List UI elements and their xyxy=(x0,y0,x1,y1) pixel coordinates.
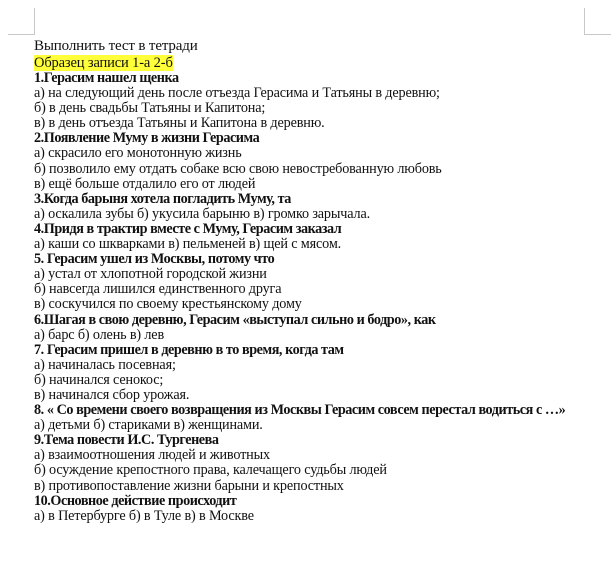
answer-option: б) осуждение крепостного права, калечащего судьбы людей xyxy=(34,462,387,479)
question-block xyxy=(34,343,608,403)
document-title: Выполнить тест в тетради xyxy=(34,38,198,54)
answer-option: в) противопоставление жизни барыни и крепостных xyxy=(34,477,344,494)
answer-option: а) барс б) олень в) лев xyxy=(34,326,165,343)
question-block xyxy=(34,131,608,191)
question-block xyxy=(34,313,608,343)
answer-option: в) соскучился по своему крестьянскому дому xyxy=(34,296,302,313)
question-block xyxy=(34,403,608,433)
question-block xyxy=(34,252,608,312)
question-text: 4.Придя в трактир вместе с Муму, Герасим заказал xyxy=(34,220,342,237)
answer-option: в) в день отъезда Татьяны и Капитона в деревню. xyxy=(34,115,325,132)
sample-answer-format xyxy=(34,55,608,71)
question-list xyxy=(34,71,608,524)
answer-option: в) ещё больше отдалило его от людей xyxy=(34,175,256,192)
answer-option: а) оскалила зубы б) укусила барыню в) громко зарычала. xyxy=(34,205,370,222)
question-text: 8. « Со времени своего возвращения из Москвы Герасим совсем перестал водиться с …» xyxy=(34,402,566,419)
question-block xyxy=(34,192,608,222)
question-text: 10.Основное действие происходит xyxy=(34,492,237,509)
question-block xyxy=(34,222,608,252)
answer-option: в) начинался сбор урожая. xyxy=(34,386,190,403)
question-text: 9.Тема повести И.С. Тургенева xyxy=(34,432,219,449)
answer-option: б) начинался сенокос; xyxy=(34,371,164,388)
answer-option: а) в Петербурге б) в Туле в) в Москве xyxy=(34,507,254,524)
question-block xyxy=(34,494,608,524)
question-text: 2.Появление Муму в жизни Герасима xyxy=(34,130,260,147)
answer-option: а) каши со шкварками в) пельменей в) щей с мясом. xyxy=(34,236,342,253)
answer-option: б) в день свадьбы Татьяны и Капитона; xyxy=(34,100,266,117)
question-block xyxy=(34,433,608,493)
answer-option: а) взаимоотношения людей и животных xyxy=(34,447,270,464)
answer-option: а) детьми б) стариками в) женщинами. xyxy=(34,417,263,434)
question-text: 6.Шагая в свою деревню, Герасим «выступал сильно и бодро», как xyxy=(34,311,436,328)
question-text: 5. Герасим ушел из Москвы, потому что xyxy=(34,251,275,268)
question-text: 1.Герасим нашел щенка xyxy=(34,70,179,86)
question-text: 3.Когда барыня хотела погладить Муму, та xyxy=(34,190,291,207)
page-corner-mark-left xyxy=(8,8,35,35)
question-text: 7. Герасим пришел в деревню в то время, когда там xyxy=(34,341,344,358)
answer-option: а) на следующий день после отъезда Герасима и Татьяны в деревню; xyxy=(34,85,440,102)
highlighted-text: Образец записи 1-а 2-б xyxy=(34,55,173,71)
document-body xyxy=(34,38,608,524)
answer-option: б) навсегда лишился единственного друга xyxy=(34,281,282,298)
answer-option: а) скрасило его монотонную жизнь xyxy=(34,145,242,162)
answer-option: а) начиналась посевная; xyxy=(34,356,176,373)
answer-option: б) позволило ему отдать собаке всю свою невостребованную любовь xyxy=(34,160,442,177)
answer-option: а) устал от хлопотной городской жизни xyxy=(34,266,267,283)
page-corner-mark-right xyxy=(584,8,611,35)
question-block xyxy=(34,71,608,131)
